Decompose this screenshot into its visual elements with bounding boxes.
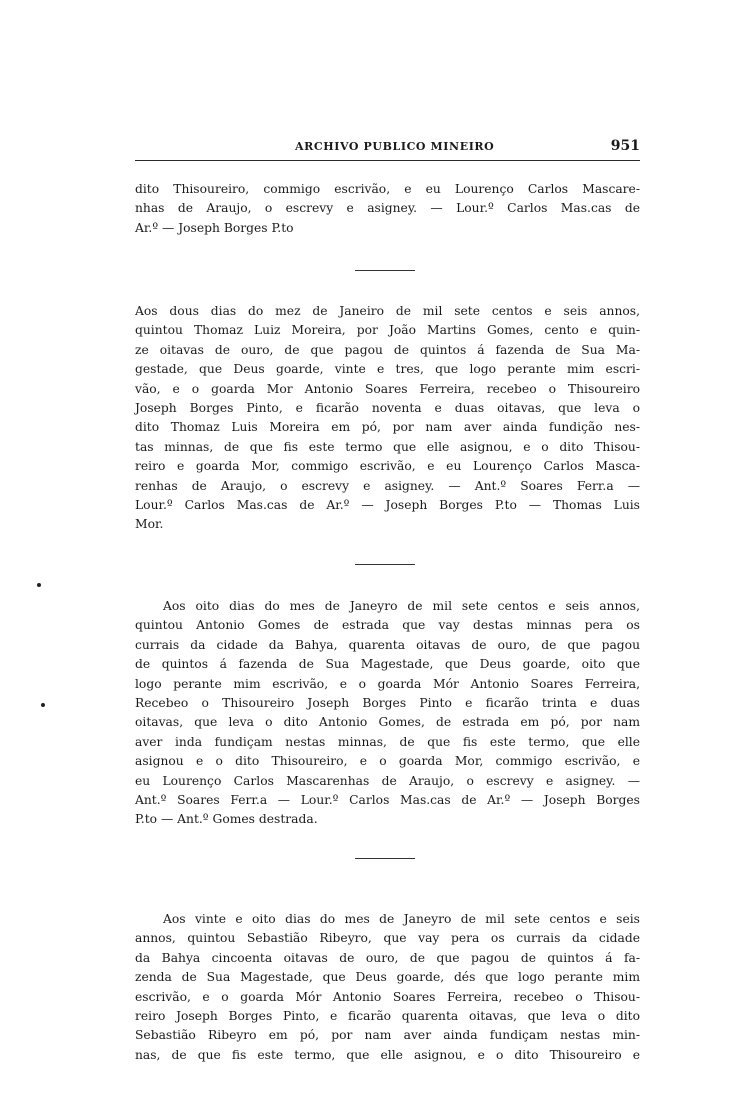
- text-line: oitavas, que leva o dito Antonio Gomes, de estrada em pó, por nam: [135, 715, 640, 730]
- page-header: [135, 138, 640, 158]
- text-line: aver inda fundiçam nestas minnas, de que fis este termo, que elle: [135, 734, 640, 749]
- text-line: currais da cidade da Bahya, quarenta oitavas de ouro, de que pagou: [135, 637, 640, 652]
- paragraph-entry: [135, 302, 640, 535]
- text-line: asignou e o dito Thisoureiro, e o goarda Mor, commigo escrivão, e: [135, 754, 640, 769]
- text-line: P.to — Ant.º Gomes destrada.: [135, 812, 318, 827]
- section-separator: [355, 564, 415, 565]
- text-line: Mor.: [135, 517, 164, 532]
- text-line: ze oitavas de ouro, de que pagou de quintos á fazenda de Sua Ma-: [135, 342, 640, 357]
- text-line: reiro Joseph Borges Pinto, e ficarão quarenta oitavas, que leva o dito: [135, 1009, 640, 1024]
- section-separator: [355, 270, 415, 271]
- text-line: Aos oito dias do mes de Janeyro de mil sete centos e seis annos,: [163, 599, 640, 613]
- text-line: quintou Thomaz Luiz Moreira, por João Martins Gomes, cento e quin-: [135, 323, 640, 338]
- margin-mark: [37, 583, 41, 587]
- page-number: 951: [610, 138, 640, 154]
- paragraph-entry: [135, 597, 640, 830]
- text-line: Recebeo o Thisoureiro Joseph Borges Pinto e ficarão trinta e duas: [135, 696, 640, 711]
- text-line: Ant.º Soares Ferr.a — Lour.º Carlos Mas.cas de Ar.º — Joseph Borges: [135, 793, 640, 808]
- text-line: da Bahya cincoenta oitavas de ouro, de que pagou de quintos á fa-: [135, 950, 640, 965]
- text-line: gestade, que Deus goarde, vinte e tres, que logo perante mim escri-: [135, 362, 640, 377]
- text-line: Ar.º — Joseph Borges P.to: [135, 220, 294, 235]
- text-line: tas minnas, de que fis este termo que elle asignou, e o dito Thisou-: [135, 439, 640, 454]
- text-line: annos, quintou Sebastião Ribeyro, que vay pera os currais da cidade: [135, 931, 640, 946]
- header-rule: [135, 160, 640, 161]
- text-line: de quintos á fazenda de Sua Magestade, que Deus goarde, oito que: [135, 657, 640, 672]
- margin-mark: [41, 703, 45, 707]
- section-separator: [355, 858, 415, 859]
- text-line: zenda de Sua Magestade, que Deus goarde, dés que logo perante mim: [135, 970, 640, 985]
- text-line: logo perante mim escrivão, e o goarda Mór Antonio Soares Ferreira,: [135, 676, 640, 691]
- paragraph-continuation: [135, 180, 640, 238]
- text-line: Aos dous dias do mez de Janeiro de mil sete centos e seis annos,: [135, 304, 640, 318]
- text-line: nas, de que fis este termo, que elle asignou, e o dito Thisoureiro e: [135, 1047, 640, 1062]
- text-line: dito Thisoureiro, commigo escrivão, e eu Lourenço Carlos Mascare-: [135, 182, 640, 196]
- paragraph-entry: [135, 910, 640, 1065]
- text-line: Aos vinte e oito dias do mes de Janeyro de mil sete centos e seis: [163, 912, 640, 926]
- text-line: Sebastião Ribeyro em pó, por nam aver ainda fundiçam nestas min-: [135, 1028, 640, 1043]
- text-line: vão, e o goarda Mor Antonio Soares Ferreira, recebeo o Thisoureiro: [135, 381, 640, 396]
- text-line: escrivão, e o goarda Mór Antonio Soares Ferreira, recebeo o Thisou-: [135, 989, 640, 1004]
- text-line: renhas de Araujo, o escrevy e asigney. — Ant.º Soares Ferr.a —: [135, 478, 640, 493]
- text-line: reiro e goarda Mor, commigo escrivão, e eu Lourenço Carlos Masca-: [135, 459, 640, 474]
- text-line: dito Thomaz Luis Moreira em pó, por nam aver ainda fundição nes-: [135, 420, 640, 435]
- running-title: ARCHIVO PUBLICO MINEIRO: [295, 140, 495, 153]
- text-line: eu Lourenço Carlos Mascarenhas de Araujo, o escrevy e asigney. —: [135, 773, 640, 788]
- text-line: Joseph Borges Pinto, e ficarão noventa e duas oitavas, que leva o: [135, 401, 640, 416]
- text-line: nhas de Araujo, o escrevy e asigney. — Lour.º Carlos Mas.cas de: [135, 201, 640, 216]
- text-line: Lour.º Carlos Mas.cas de Ar.º — Joseph Borges P.to — Thomas Luis: [135, 498, 640, 513]
- text-line: quintou Antonio Gomes de estrada que vay destas minnas pera os: [135, 618, 640, 633]
